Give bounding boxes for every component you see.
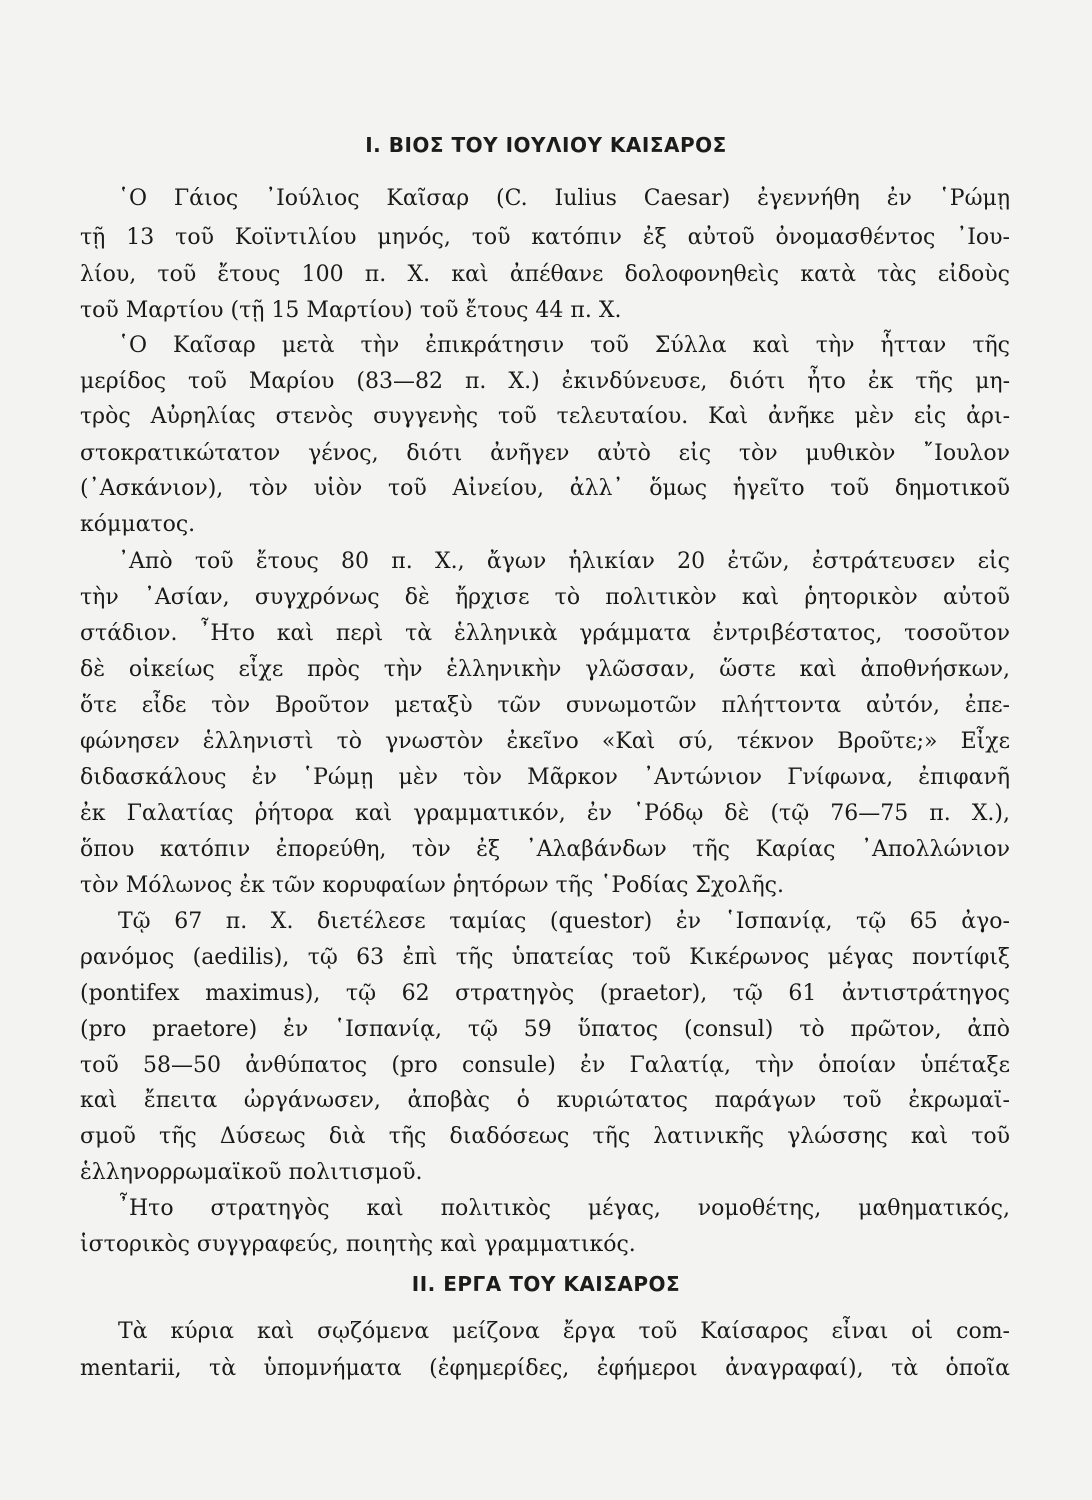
text-line: ῏Ητο στρατηγὸς καὶ πολιτικὸς μέγας, νομοθέτης, μαθηματικός, [118,1196,1010,1221]
text-line: τὴν ᾿Ασίαν, συγχρόνως δὲ ἤρχισε τὸ πολιτικὸν καὶ ῥητορικὸν αὐτοῦ [80,585,1010,610]
text-line: μερίδος τοῦ Μαρίου (83—82 π. Χ.) ἐκινδύνευσε, διότι ἦτο ἐκ τῆς μη- [80,369,1010,394]
text-line: Τῷ 67 π. Χ. διετέλεσε ταμίας (questor) ἐν ῾Ισπανίᾳ, τῷ 65 ἀγο- [118,909,1010,934]
text-line: (pontifex maximus), τῷ 62 στρατηγὸς (praetor), τῷ 61 ἀντιστράτηγος [80,981,1010,1006]
text-line: mentarii, τὰ ὑπομνήματα (ἐφημερίδες, ἐφήμεροι ἀναγραφαί), τὰ ὁποῖα [80,1356,1010,1381]
text-line: καὶ ἔπειτα ὠργάνωσεν, ἀποβὰς ὁ κυριώτατος παράγων τοῦ ἐκρωμαϊ- [80,1088,1010,1113]
text-line: ῾Ο Γάιος ᾿Ιούλιος Καῖσαρ (C. Iulius Caesar) ἐγεννήθη ἐν ῾Ρώμῃ [118,186,1010,211]
text-line: διδασκάλους ἐν ῾Ρώμῃ μὲν τὸν Μᾶρκον ᾿Αντώνιον Γνίφωνα, ἐπιφανῆ [80,765,1010,790]
text-line: κόμματος. [80,512,196,537]
text-line: στοκρατικώτατον γένος, διότι ἀνῆγεν αὐτὸ εἰς τὸν μυθικὸν ῎Ιουλον [80,441,1010,466]
text-line: ᾿Απὸ τοῦ ἔτους 80 π. Χ., ἄγων ἡλικίαν 20 ἐτῶν, ἐστράτευσεν εἰς [118,549,1010,574]
text-line: τὸν Μόλωνος ἐκ τῶν κορυφαίων ῥητόρων τῆς ῾Ροδίας Σχολῆς. [80,873,784,898]
text-line: (᾿Ασκάνιον), τὸν υἱὸν τοῦ Αἰνείου, ἀλλ᾿ ὅμως ἡγεῖτο τοῦ δημοτικοῦ [80,476,1010,501]
section-1-heading: I. ΒΙΟΣ ΤΟΥ ΙΟΥΛΙΟΥ ΚΑΙΣΑΡΟΣ [365,133,727,157]
text-line: δὲ οἰκείως εἶχε πρὸς τὴν ἑλληνικὴν γλῶσσαν, ὥστε καὶ ἀποθνήσκων, [80,657,1010,682]
text-line: ἱστορικὸς συγγραφεύς, ποιητὴς καὶ γραμματικός. [80,1232,636,1257]
text-line: ῾Ο Καῖσαρ μετὰ τὴν ἐπικράτησιν τοῦ Σύλλα καὶ τὴν ἧτταν τῆς [118,333,1010,358]
text-line: φώνησεν ἑλληνιστὶ τὸ γνωστὸν ἐκεῖνο «Καὶ σύ, τέκνον Βροῦτε;» Εἶχε [80,729,1010,754]
text-line: ὅπου κατόπιν ἐπορεύθη, τὸν ἐξ ᾿Αλαβάνδων τῆς Καρίας ᾿Απολλώνιον [80,837,1010,862]
text-line: ὅτε εἶδε τὸν Βροῦτον μεταξὺ τῶν συνωμοτῶν πλήττοντα αὐτόν, ἐπε- [80,693,1010,718]
text-line: ρανόμος (aedilis), τῷ 63 ἐπὶ τῆς ὑπατείας τοῦ Κικέρωνος μέγας ποντίφιξ [80,945,1010,970]
text-line: στάδιον. ῏Ητο καὶ περὶ τὰ ἑλληνικὰ γράμματα ἐντριβέστατος, τοσοῦτον [80,621,1010,646]
text-line: τοῦ Μαρτίου (τῇ 15 Μαρτίου) τοῦ ἔτους 44 π. Χ. [80,298,622,323]
text-line: τῇ 13 τοῦ Κοϊντιλίου μηνός, τοῦ κατόπιν ἐξ αὐτοῦ ὀνομασθέντος ᾿Ιου- [80,225,1010,250]
text-line: τοῦ 58—50 ἀνθύπατος (pro consule) ἐν Γαλατίᾳ, τὴν ὁποίαν ὑπέταξε [80,1053,1010,1078]
text-line: Τὰ κύρια καὶ σῳζόμενα μείζονα ἔργα τοῦ Καίσαρος εἶναι οἱ com- [118,1319,1010,1344]
text-line: ἑλληνορρωμαϊκοῦ πολιτισμοῦ. [80,1160,423,1185]
text-line: ἐκ Γαλατίας ῥήτορα καὶ γραμματικόν, ἐν ῾Ρόδῳ δὲ (τῷ 76—75 π. Χ.), [80,801,1010,826]
text-line: (pro praetore) ἐν ῾Ισπανίᾳ, τῷ 59 ὕπατος (consul) τὸ πρῶτον, ἀπὸ [80,1017,1010,1042]
text-line: σμοῦ τῆς Δύσεως διὰ τῆς διαδόσεως τῆς λατινικῆς γλώσσης καὶ τοῦ [80,1124,1010,1149]
text-line: τρὸς Αὐρηλίας στενὸς συγγενὴς τοῦ τελευταίου. Καὶ ἀνῆκε μὲν εἰς ἀρι- [80,404,1010,429]
section-2-heading: II. ΕΡΓΑ ΤΟΥ ΚΑΙΣΑΡΟΣ [411,1272,681,1296]
text-line: λίου, τοῦ ἔτους 100 π. Χ. καὶ ἀπέθανε δολοφονηθεὶς κατὰ τὰς εἰδοὺς [80,262,1010,287]
